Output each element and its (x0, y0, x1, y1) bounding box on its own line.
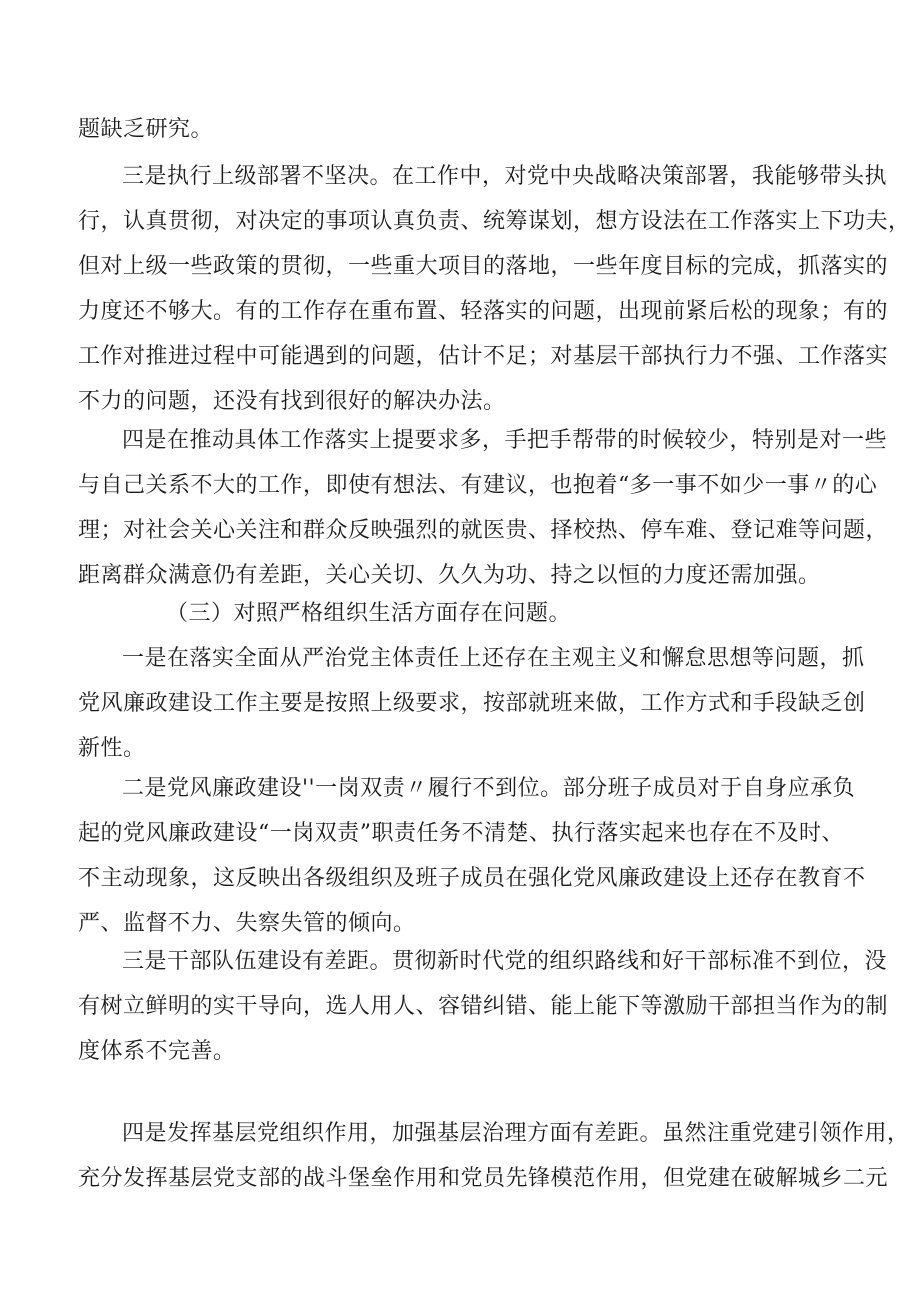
text-line: 三是干部队伍建设有差距。贯彻新时代党的组织路线和好干部标准不到位，没 (122, 949, 888, 974)
text-line: 行，认真贯彻，对决定的事项认真负责、统筹谋划，想方设法在工作落实上下功夫， (78, 209, 911, 234)
text-line: 严、监督不力、失察失管的倾向。 (78, 911, 416, 936)
paragraph-point-two-dual-duty (78, 766, 866, 946)
text-line: 一是在落实全面从严治党主体责任上还存在主观主义和懈怠思想等问题，抓 (122, 646, 865, 671)
text-line: 三是执行上级部署不坚决。在工作中，对党中央战略决策部署，我能够带头执 (122, 164, 888, 189)
text-line: 起的党风廉政建设“一岗双责”职责任务不清楚、执行落实起来也存在不及时、 (78, 821, 844, 846)
text-line: 党风廉政建设工作主要是按照上级要求，按部就班来做，工作方式和手段缺乏创 (78, 691, 866, 716)
text-line: 新性。 (78, 736, 146, 761)
text-line: 四是在推动具体工作落实上提要求多，手把手帮带的时候较少，特别是对一些 (122, 428, 888, 453)
paragraph-continuation (78, 107, 853, 152)
paragraph-point-one-responsibility (78, 636, 866, 771)
text-line: 理；对社会关心关注和群众反映强烈的就医贵、择校热、停车难、登记难等问题， (78, 518, 889, 543)
text-line: 但对上级一些政策的贯彻，一些重大项目的落地，一些年度目标的完成，抓落实的 (78, 254, 889, 279)
text-line: 四是发挥基层党组织作用，加强基层治理方面有差距。虽然注重党建引领作用， (122, 1121, 910, 1146)
text-line: 力度还不够大。有的工作存在重布置、轻落实的问题，出现前紧后松的现象；有的 (78, 299, 889, 324)
text-line: 二是党风廉政建设''一岗双责〃履行不到位。部分班子成员对于自身应承负 (122, 776, 856, 801)
section-heading-three (78, 591, 853, 636)
paragraph-point-three-cadre (78, 939, 889, 1074)
text-line: 不力的问题，还没有找到很好的解决办法。 (78, 389, 506, 414)
paragraph-point-four-implementation (78, 418, 889, 598)
paragraph-point-four-grassroots (78, 1111, 910, 1201)
text-line: 距离群众满意仍有差距，关心关切、久久为功、持之以恒的力度还需加强。 (78, 563, 821, 588)
section-heading: （三）对照严格组织生活方面存在问题。 (166, 601, 572, 626)
text-line: 不主动现象，这反映出各级组织及班子成员在强化党风廉政建设上还存在教育不 (78, 866, 866, 891)
text-line: 度体系不完善。 (78, 1039, 236, 1064)
text-line: 与自己关系不大的工作，即使有想法、有建议，也抱着“多一事不如少一事〃的心 (78, 473, 878, 498)
text-line: 题缺乏研究。 (78, 117, 214, 142)
text-line: 有树立鲜明的实干导向，选人用人、容错纠错、能上能下等激励干部担当作为的制 (78, 994, 889, 1019)
text-line: 工作对推进过程中可能遇到的问题，估计不足；对基层干部执行力不强、工作落实 (78, 344, 889, 369)
text-line: 充分发挥基层党支部的战斗堡垒作用和党员先锋模范作用，但党建在破解城乡二元 (78, 1166, 889, 1191)
paragraph-point-three-execution (78, 154, 911, 424)
